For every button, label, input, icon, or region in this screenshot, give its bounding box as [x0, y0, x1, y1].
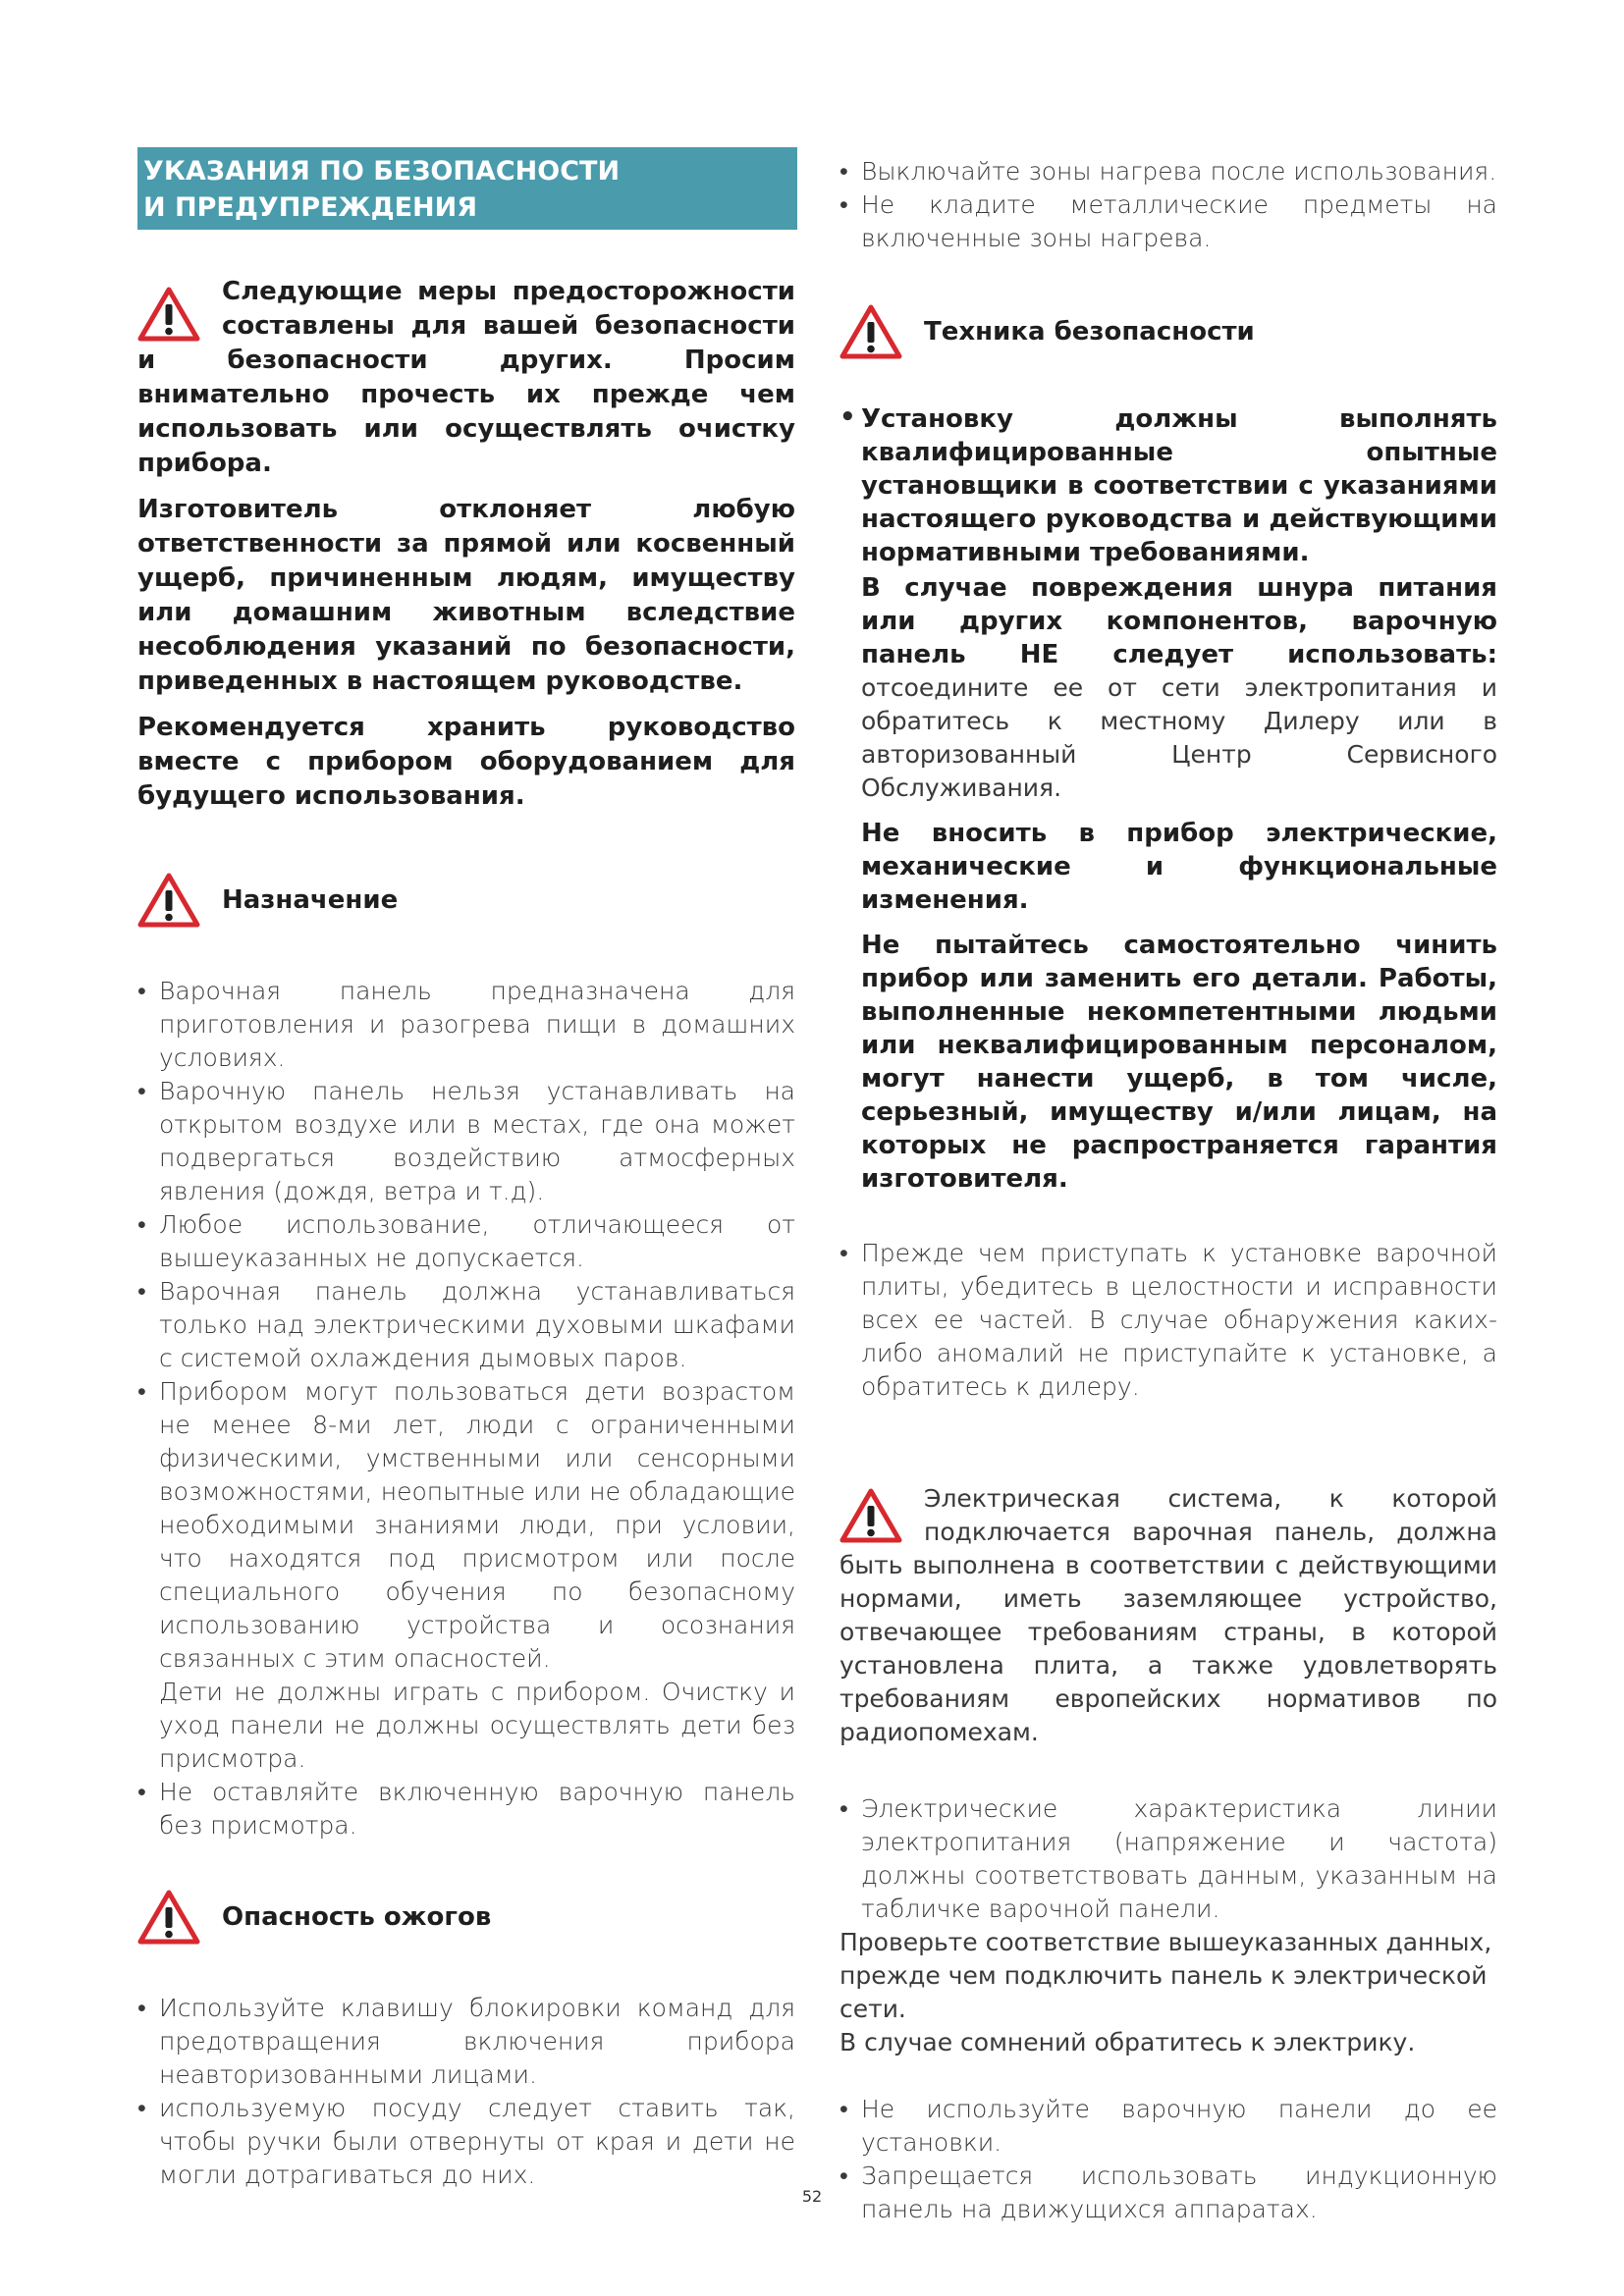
list-item: • Варочная панель должна устанавливаться только над электрическими духовыми шкафами с системой охлаждения дымовых паров.	[137, 1275, 795, 1375]
damage-bold-text: В случае повреждения шнура питания или других компонентов, варочную панель НЕ следует использовать:	[861, 573, 1497, 669]
electrical-warning-text: Электрическая система, к которой подключается варочная панель, должна быть выполнена в соответствии с действующими нормами, иметь заземляющее устройство, отвечающее требованиям страны, в которой установлена плита, а также удовлетворять требованиям европейских нормативов по радиопомехам.	[839, 1484, 1497, 1746]
purpose-heading: Назначение	[222, 885, 399, 915]
electrical-warning-block	[839, 1482, 1497, 1749]
warning-triangle-icon	[137, 873, 200, 928]
burns-list	[137, 1992, 795, 2192]
warning-triangle-icon	[839, 304, 902, 359]
damage-normal-text: отсоедините ее от сети электропитания и обратитесь к местному Дилеру или в авторизованный Центр Сервисного Обслуживания.	[861, 673, 1497, 802]
install-text: • Установку должны выполнять квалифицированные опытные установщики в соответствии с указаниями настоящего руководства и действующими нормативными требованиями.	[861, 404, 1497, 567]
purpose-title	[137, 873, 795, 928]
warning-triangle-icon	[137, 1890, 200, 1945]
safety-list	[839, 402, 1497, 1196]
header-line-2: И ПРЕДУПРЕЖДЕНИЯ	[143, 192, 478, 223]
intro-paragraph-2: Изготовитель отклоняет любую ответственности за прямой или косвенный ущерб, причиненным людям, имуществу или домашним животным вследствие несоблюдения указаний по безопасности, приведенных в настоящем руководстве.	[137, 495, 795, 696]
safety-heading: Техника безопасности	[924, 317, 1255, 347]
electrical-doubt-text: В случае сомнений обратитесь к электрику.	[839, 2028, 1416, 2056]
list-item: • Не кладите металлические предметы на включенные зоны нагрева.	[839, 188, 1497, 255]
warning-triangle-icon	[137, 287, 200, 342]
list-item: • Не используйте варочную панели до ее установки.	[839, 2093, 1497, 2160]
warning-triangle-icon	[839, 1488, 902, 1543]
burns-title	[137, 1890, 795, 1945]
usage-restrictions-list	[839, 2093, 1497, 2226]
header-line-1: УКАЗАНИЯ ПО БЕЗОПАСНОСТИ	[143, 156, 621, 187]
electrical-specs-list	[839, 1792, 1497, 1926]
list-item	[839, 402, 1497, 1196]
list-item: • Не оставляйте включенную варочную панель без присмотра.	[137, 1776, 795, 1842]
children-usage-text: Прибором могут пользоваться дети возрастом не менее 8-ми лет, люди с ограниченными физическими, умственными или сенсорными возможностями, неопытные или не обладающие необходимыми знаниями люди, при условии, что находятся под присмотром или после специального обучения по безопасному использованию устройства и осознания связанных с этим опасностей.	[159, 1377, 795, 1673]
burns-heading: Опасность ожогов	[222, 1902, 492, 1932]
list-item: • Выключайте зоны нагрева после использования.	[839, 155, 1497, 188]
section-header	[137, 147, 797, 230]
children-note: Дети не должны играть с прибором. Очистку и уход панели не должны осуществлять дети без присмотра.	[159, 1678, 795, 1773]
purpose-list	[137, 975, 795, 1842]
safety-title	[839, 304, 1497, 359]
list-item: • Варочную панель нельзя устанавливать на открытом воздухе или в местах, где она может подвергаться воздействию атмосферных явления (дождя, ветра и т.д).	[137, 1075, 795, 1208]
intro-block	[137, 275, 795, 814]
check-list	[839, 1237, 1497, 1404]
intro-paragraph-1: Следующие меры предосторожности составлены для вашей безопасности и безопасности других. Просим внимательно прочесть их прежде чем использовать или осуществлять очистку прибора.	[137, 277, 795, 478]
list-item: • Электрические характеристика линии электропитания (напряжение и частота) должны соответствовать данным, указанным на табличке варочной панели.	[839, 1792, 1497, 1926]
list-item	[137, 1375, 795, 1776]
left-column	[137, 147, 795, 2192]
list-item: • Прежде чем приступать к установке варочной плиты, убедитесь в целостности и исправности всех ее частей. В случае обнаружения каких-либо аномалий не приступайте к установке, а обратитесь к дилеру.	[839, 1237, 1497, 1404]
heating-zones-list	[839, 155, 1497, 255]
list-item: • Варочная панель предназначена для приготовления и разогрева пищи в домашних условиях.	[137, 975, 795, 1075]
list-item: • Любое использование, отличающееся от вышеуказанных не допускается.	[137, 1208, 795, 1275]
damage-paragraph	[861, 571, 1497, 805]
electrical-check-text: Проверьте соответствие вышеуказанных данных, прежде чем подключить панель к электрической сети.	[839, 1928, 1492, 2023]
intro-paragraph-3: Рекомендуется хранить руководство вместе с прибором оборудованием для будущего использования.	[137, 713, 795, 811]
right-column	[839, 155, 1497, 2226]
no-repair-text: Не пытайтесь самостоятельно чинить прибор или заменить его детали. Работы, выполненные некомпетентными людьми или неквалифицированным персоналом, могут нанести ущерб, в том числе, серьезный, имуществу и/или лицам, на которых не распространяется гарантия изготовителя.	[861, 931, 1497, 1194]
page-number: 52	[801, 2187, 823, 2206]
list-item: • Запрещается использовать индукционную панель на движущихся аппаратах.	[839, 2160, 1497, 2226]
list-item: • используемую посуду следует ставить так, чтобы ручки были отвернуты от края и дети не могли дотрагиваться до них.	[137, 2092, 795, 2192]
no-changes-text: Не вносить в прибор электрические, механические и функциональные изменения.	[861, 819, 1497, 915]
list-item: • Используйте клавишу блокировки команд для предотвращения включения прибора неавторизованными лицами.	[137, 1992, 795, 2092]
